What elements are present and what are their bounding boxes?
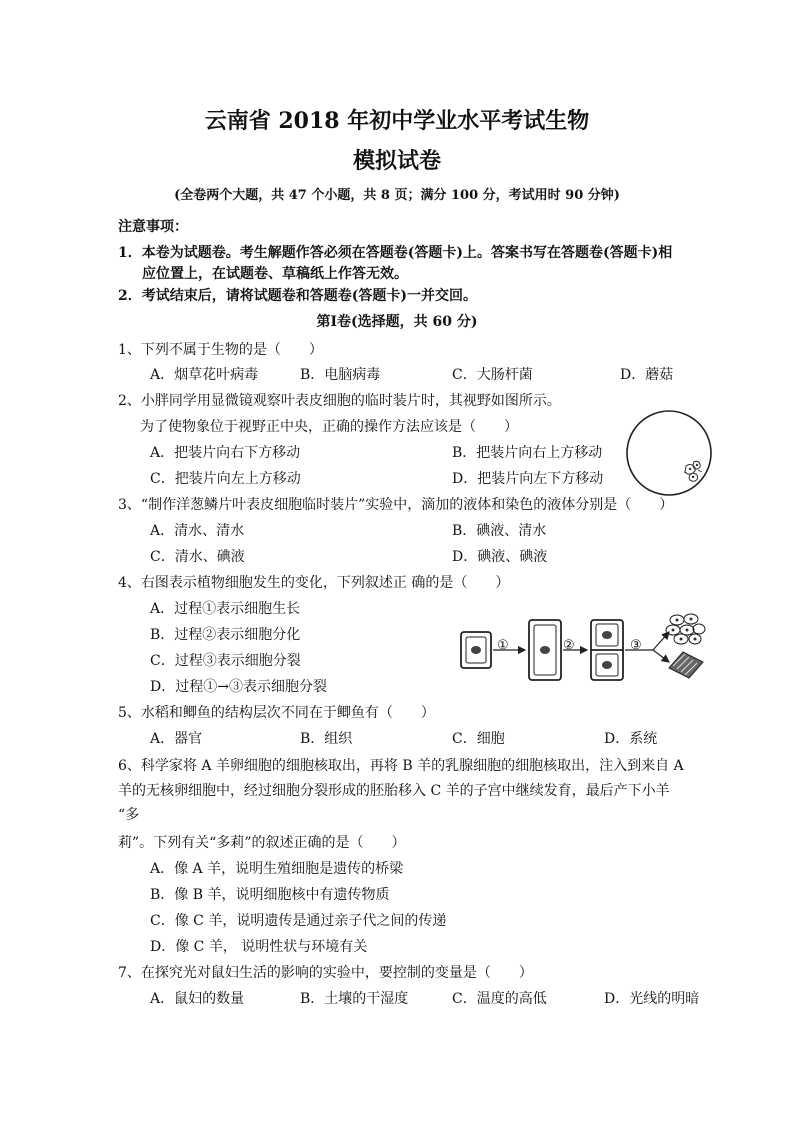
cell-change-figure [455, 610, 705, 690]
q2-option-c: C．把装片向左上方移动 [150, 471, 301, 487]
divided-cells-icon [591, 620, 623, 680]
q2-option-b: B．把装片向右上方移动 [452, 445, 603, 461]
q6-option-a: A．像 A 羊，说明生殖细胞是遗传的桥梁 [150, 861, 404, 877]
q4-option-d: D．过程①→③表示细胞分裂 [150, 679, 327, 695]
notes-item-1-line-1: 1．本卷为试题卷。考生解题作答必须在答题卷(答题卡)上。答案书写在答题卷(答题卡)相 [118, 245, 673, 261]
process-label-3: ③ [630, 638, 642, 653]
q7-stem: 7、在探究光对鼠妇生活的影响的实验中，要控制的变量是（ ） [118, 965, 533, 981]
q6-stem-line-4: 莉”。下列有关“多莉”的叙述正确的是（ ） [118, 835, 406, 851]
q3-option-c: C．清水、碘液 [150, 549, 245, 565]
q7-option-a: A．鼠妇的数量 [150, 991, 245, 1007]
process-label-2: ② [563, 638, 575, 653]
q7-option-b: B．土壤的干湿度 [300, 991, 409, 1007]
q3-option-d: D．碘液、碘液 [452, 549, 548, 565]
q2-stem-line-2: 为了使物象位于视野正中央，正确的操作方法应该是（ ） [140, 419, 518, 435]
q3-option-b: B．碘液、清水 [452, 523, 547, 539]
q1-option-a: A．烟草花叶病毒 [150, 367, 259, 383]
q2-option-a: A．把装片向右下方移动 [150, 445, 301, 461]
q4-stem: 4、右图表示植物细胞发生的变化，下列叙述正 确的是（ ） [118, 575, 510, 591]
q1-stem: 1、下列不属于生物的是（ ） [118, 342, 323, 358]
section-heading: 第Ⅰ卷(选择题，共 60 分) [316, 314, 478, 330]
small-cell-icon [461, 632, 491, 668]
q4-option-c: C．过程③表示细胞分裂 [150, 653, 301, 669]
large-cell-icon [529, 620, 561, 680]
q2-stem-line-1: 2、小胖同学用显微镜观察叶表皮细胞的临时装片时，其视野如图所示。 [118, 393, 561, 409]
q5-stem: 5、水稻和鲫鱼的结构层次不同在于鲫鱼有（ ） [118, 705, 435, 721]
q6-stem-line-1: 6、科学家将 A 羊卵细胞的细胞核取出，再将 B 羊的乳腺细胞的细胞核取出，注入到来自 A [118, 758, 684, 774]
q6-stem-line-2: 羊的无核卵细胞中，经过细胞分裂形成的胚胎移入 C 羊的子宫中继续发育，最后产下小羊 [118, 783, 670, 799]
exam-info: (全卷两个大题，共 47 个小题，共 8 页；满分 100 分，考试用时 90 分钟) [174, 188, 620, 203]
q1-option-d: D．蘑菇 [620, 367, 674, 383]
tissue-cells-cluster-icon [669, 652, 703, 678]
notes-heading: 注意事项： [118, 219, 188, 235]
q5-option-a: A．器官 [150, 731, 203, 747]
q7-option-c: C．温度的高低 [452, 991, 547, 1007]
page-title: 云南省 2018 年初中学业水平考试生物 [204, 108, 590, 134]
page-subtitle: 模拟试卷 [352, 148, 441, 174]
notes-item-2: 2．考试结束后，请将试题卷和答题卷(答题卡)一并交回。 [118, 288, 477, 304]
q2-option-d: D．把装片向左下方移动 [452, 471, 604, 487]
q7-option-d: D．光线的明暗 [604, 991, 700, 1007]
q5-option-d: D．系统 [604, 731, 658, 747]
q1-option-b: B．电脑病毒 [300, 367, 381, 383]
q6-option-b: B．像 B 羊，说明细胞核中有遗传物质 [150, 887, 390, 903]
round-cells-cluster-icon [666, 614, 705, 644]
process-label-1: ① [497, 638, 509, 653]
microscope-field-figure [624, 408, 714, 498]
q4-option-a: A．过程①表示细胞生长 [150, 601, 301, 617]
q6-option-c: C．像 C 羊，说明遗传是通过亲子代之间的传递 [150, 913, 447, 929]
q4-option-b: B．过程②表示细胞分化 [150, 627, 301, 643]
q3-stem: 3、“制作洋葱鳞片叶表皮细胞临时装片”实验中，滴加的液体和染色的液体分别是（ ） [118, 497, 674, 513]
q5-option-b: B．组织 [300, 731, 353, 747]
q6-stem-line-3: “多 [118, 807, 140, 823]
cell-cluster-icon [684, 461, 702, 481]
notes-item-1-line-2: 应位置上，在试题卷、草稿纸上作答无效。 [142, 266, 408, 282]
q6-option-d: D．像 C 羊， 说明性状与环境有关 [150, 939, 368, 955]
q5-option-c: C．细胞 [452, 731, 505, 747]
q3-option-a: A．清水、清水 [150, 523, 245, 539]
q1-option-c: C．大肠杆菌 [452, 367, 533, 383]
